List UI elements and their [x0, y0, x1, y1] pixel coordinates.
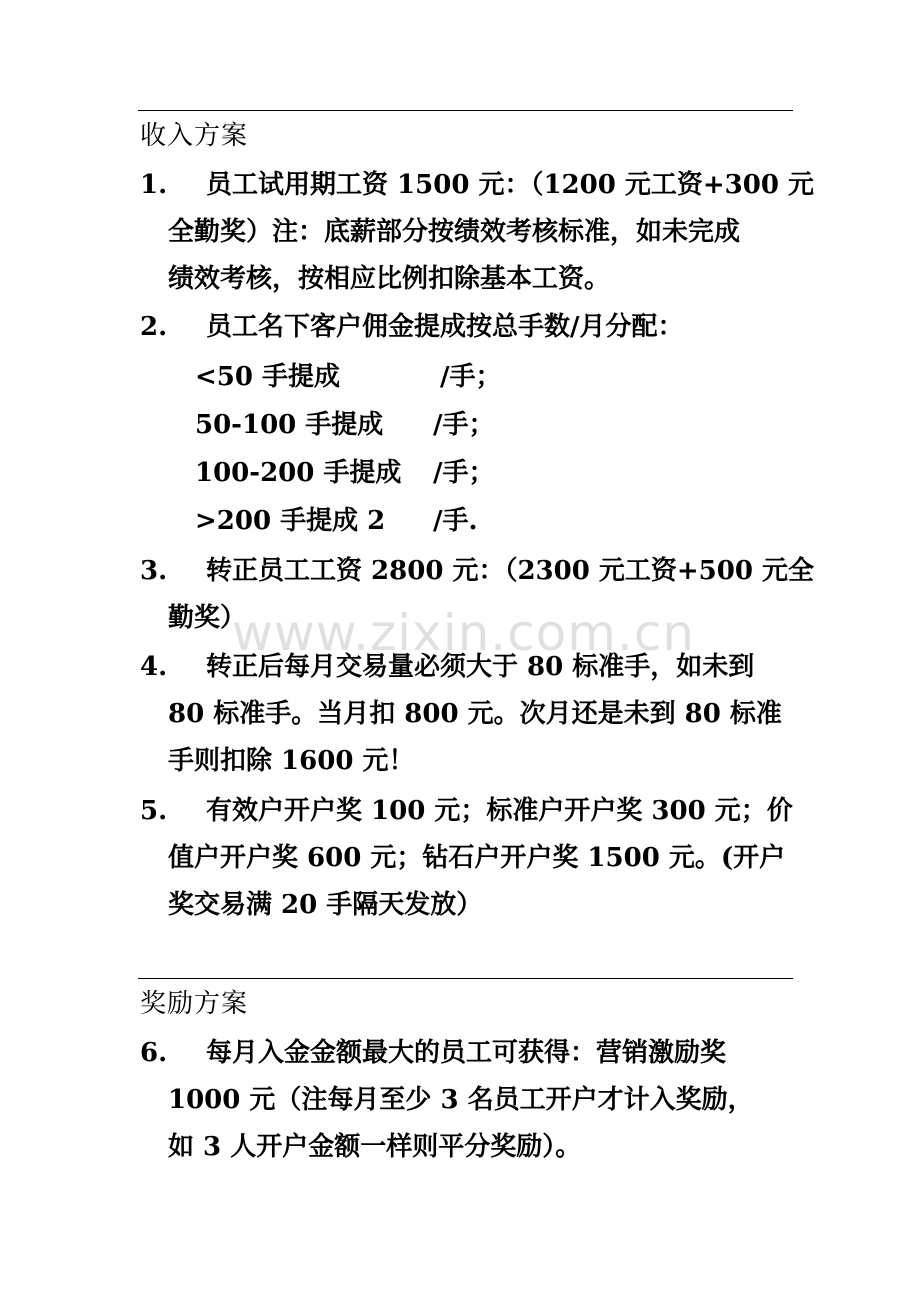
tier-label: <50 手提成: [195, 362, 341, 392]
item-number: 5.: [140, 796, 168, 826]
tier-label: 100-200 手提成: [195, 458, 402, 488]
list-item-1: [140, 162, 814, 303]
tier-label: 50-100 手提成: [195, 410, 384, 440]
tier-unit: /手；: [433, 410, 495, 440]
item-text-line: 值户开户奖 600 元；钻石户开户奖 1500 元。(开户: [168, 843, 786, 873]
commission-tier-2: [195, 402, 495, 449]
list-item-6: [140, 1030, 790, 1171]
item-text-line: 员工名下客户佣金提成按总手数/月分配：: [206, 312, 684, 342]
commission-tier-1: [195, 354, 502, 401]
reward-plan-heading: 奖励方案: [140, 989, 249, 1019]
commission-tier-3: [195, 450, 495, 497]
item-number: 6.: [140, 1038, 168, 1068]
item-text-line: 转正后每月交易量必须大于 80 标准手，如未到: [206, 652, 755, 682]
income-plan-heading: 收入方案: [140, 121, 249, 151]
item-text-line: 1000 元（注每月至少 3 名员工开户才计入奖励，: [168, 1085, 754, 1115]
list-item-5: [140, 788, 793, 929]
item-text-line: 绩效考核，按相应比例扣除基本工资。: [168, 264, 611, 294]
item-number: 4.: [140, 652, 168, 682]
item-text-line: 如 3 人开户金额一样则平分奖励）。: [168, 1132, 582, 1162]
tier-unit: /手；: [440, 362, 502, 392]
site-watermark: www.zixin.com.cn: [232, 604, 696, 662]
item-text-line: 全勤奖）注：底薪部分按绩效考核标准，如未完成: [168, 217, 741, 247]
item-number: 1.: [140, 170, 168, 200]
item-text-line: 员工试用期工资 1500 元：（1200 元工资+300 元: [206, 170, 814, 200]
item-text-line: 手则扣除 1600 元！: [168, 746, 415, 776]
item-text-line: 有效户开户奖 100 元；标准户开户奖 300 元；价: [206, 796, 793, 826]
item-text-line: 转正员工工资 2800 元：（2300 元工资+500 元全: [206, 556, 814, 586]
tier-unit: /手.: [433, 506, 478, 536]
item-text-line: 80 标准手。当月扣 800 元。次月还是未到 80 标准: [168, 699, 782, 729]
list-item-2: [140, 304, 790, 351]
top-divider: [138, 110, 793, 111]
item-text-line: 勤奖）: [168, 603, 247, 633]
section-divider: [138, 978, 793, 979]
item-text-line: 奖交易满 20 手隔天发放）: [168, 890, 483, 920]
commission-tier-4: [195, 498, 478, 545]
tier-label: >200 手提成 2: [195, 506, 386, 536]
tier-unit: /手；: [433, 458, 495, 488]
list-item-3: [140, 548, 814, 642]
item-text-line: 每月入金金额最大的员工可获得：营销激励奖: [206, 1038, 727, 1068]
item-number: 3.: [140, 556, 168, 586]
list-item-4: [140, 644, 790, 785]
item-number: 2.: [140, 312, 168, 342]
